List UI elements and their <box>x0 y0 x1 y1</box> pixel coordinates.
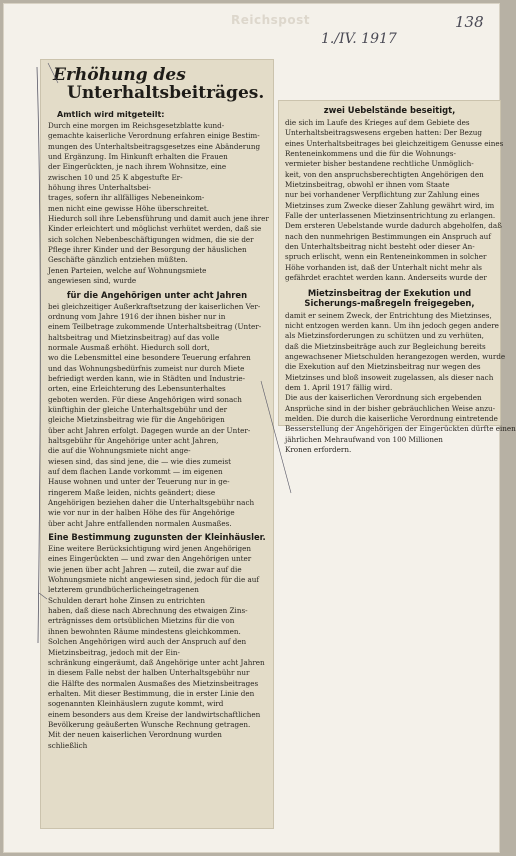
text-line: Kronen erfordern. <box>285 444 352 454</box>
text-line: Bevölkerung geäußerten Wunsche Rechnung getragen. <box>48 719 251 729</box>
archive-sheet <box>3 3 516 853</box>
text-line: die sich im Laufe des Krieges auf dem Gebiete des <box>285 118 470 127</box>
text-line: Unterhaltsbeitragswesens ergeben hatten: Der Bezug <box>285 128 482 138</box>
text-line: wo die Lebensmittel eine besondere Teuerung erfahren <box>48 353 251 363</box>
text-line: men nicht eine gewisse Höhe überschreitet. <box>48 203 210 213</box>
text-line: wiesen sind, das sind jene, die — wie dies zumeist <box>48 456 232 466</box>
text-line: die Exekution auf den Mietzinsbeitrag nur wegen des <box>285 362 481 372</box>
text-line: Jenen Parteien, welche auf Wohnungsmiete <box>48 265 207 275</box>
text-line: bei gleichzeitiger Außerkraftsetzung der kaiserlichen Ver- <box>48 301 261 311</box>
text-line: ringerem Maße leiden, nichts geändert; diese <box>48 487 216 497</box>
clipping-continuation <box>279 101 516 454</box>
text-line: zwischen 10 und 25 K abgestufte Er- <box>48 172 183 182</box>
text-line: Eine weitere Berücksichtigung wird jenen Angehörigen <box>48 544 251 554</box>
text-line: höhung ihres Unterhaltsbei- <box>48 183 151 193</box>
text-line: wie vor nur in der halben Höhe des für Angehörige <box>48 508 235 518</box>
article-title-line-1: Erhöhung des <box>53 65 186 85</box>
continuation-sections <box>279 105 516 455</box>
text-line: als Mietzinsforderungen zu schützen und zu verhüten, <box>285 331 484 341</box>
text-line: Mietzinsbeitrag, jedoch mit der Ein- <box>48 647 180 657</box>
text-line: Ansprüche sind in der bisher gebräuchlichen Weise anzu- <box>285 403 496 413</box>
article-sections <box>41 290 273 751</box>
text-line: angewachsener Mietschulden herangezogen werden, wurde <box>285 351 506 361</box>
handwritten-page-number: 138 <box>455 13 484 31</box>
text-line: über acht Jahre entfallenden normalen Ausmaßes. <box>48 518 232 528</box>
text-line: der Eingerückten, je nach ihrem Wohnsitze, eine <box>48 162 227 172</box>
text-line: schränkung eingeräumt, daß Angehörige unter acht Jahren <box>48 657 265 667</box>
text-line: haben, daß diese nach Abrechnung des etwaigen Zins- <box>48 606 248 616</box>
section-heading: Eine Bestimmung zugunsten der Kleinhäusler. <box>48 532 266 543</box>
text-line: Pflege ihrer Kinder und der Besorgung der häuslichen <box>48 245 247 255</box>
text-line: gefährdet erachtet werden kann. Anderseits wurde der <box>285 273 487 283</box>
text-line: Mietzinsbeitrag, obwohl er ihnen vom Staate <box>285 180 450 190</box>
text-line: Hause wohnen und unter der Teuerung nur in ge- <box>48 477 230 487</box>
text-line: normale Ausmaß erhöht. Hiedurch soll dort, <box>48 342 210 352</box>
pencil-margin-line <box>37 67 40 643</box>
text-line: Renteneinkommens und die für die Wohnungs- <box>285 149 456 159</box>
text-line: die auf die Wohnungsmiete nicht ange- <box>48 446 191 456</box>
text-line: Falle der unterlassenen Mietzinsentrichtung zu erlangen. <box>285 211 496 221</box>
text-line: trages, sofern ihr allfälliges Nebeneinkom- <box>48 193 205 203</box>
text-line: sich solchen Nebenbeschäftigungen widmen, die sie der <box>48 234 254 244</box>
text-line: eines Eingerückten — und zwar den Angehörigen unter <box>48 554 252 564</box>
article-title <box>53 66 265 102</box>
text-line: damit er seinem Zweck, der Entrichtung des Mietzinses, <box>285 310 492 320</box>
text-line: jährlichen Mehraufwand von 100 Millionen <box>285 434 443 444</box>
text-line: letzterem grundbücherlicheingetragenen <box>48 585 199 595</box>
text-line: wie jenen über acht Jahren — zuteil, die zwar auf die <box>48 564 242 574</box>
text-line: nicht entzogen werden kann. Um ihn jedoch gegen andere <box>285 320 499 330</box>
text-line: auf dem flachen Lande vorkommt — im eigenen <box>48 467 223 476</box>
text-line: daß die Mietzinsbeiträge auch zur Begleichung bereits <box>285 341 486 351</box>
text-line: befriedigt werden kann, wie in Städten und Industrie- <box>48 373 246 383</box>
text-line: Geschäfte gänzlich entziehen müßten. <box>48 255 188 265</box>
section-body <box>48 302 268 530</box>
text-line: Besserstellung der Angehörigen der Eingerückten dürfte einen <box>285 424 516 434</box>
newspaper-stamp: Reichspost <box>231 13 311 27</box>
text-line: schließlich <box>48 740 88 750</box>
text-line: geboten werden. Für diese Angehörigen wird sonach <box>48 394 242 404</box>
handwritten-date: 1./IV. 1917 <box>321 31 397 47</box>
text-line: orten, eine Erleichterung des Lebensunterhaltes <box>48 384 226 394</box>
section-body <box>48 544 268 751</box>
article-lead: Amtlich wird mitgeteilt: <box>57 110 165 119</box>
text-line: Wohnungsmiete nicht angewiesen sind, jedoch für die auf <box>48 575 260 585</box>
text-line: eines Unterhaltsbeitrages bei gleichzeitigem Genusse eines <box>285 138 504 148</box>
text-line: Dem ersteren Uebelstande wurde dadurch abgeholfen, daß <box>285 221 502 231</box>
text-line: über acht Jahren erfolgt. Dagegen wurde an der Unter- <box>48 425 251 435</box>
section-heading: für die Angehörigen unter acht Jahren <box>66 289 248 300</box>
text-line: Angehörigen beziehen daher die Unterhaltsgebühr nach <box>48 498 255 508</box>
text-line: Hiedurch soll ihre Lebensführung und damit auch jene ihrer <box>48 214 269 224</box>
text-line: sogenannten Kleinhäuslern zugute kommt, wird <box>48 699 224 709</box>
section-body <box>285 310 516 456</box>
text-line: und Ergänzung. Im Hinkunft erhalten die Frauen <box>48 152 228 162</box>
text-line: dem 1. April 1917 fällig wird. <box>285 382 393 392</box>
article-title-line-2: Unterhaltsbeiträges. <box>67 83 265 103</box>
section-heading: zwei Uebelstände beseitigt, <box>323 105 456 115</box>
text-line: den Unterhaltsbeitrag nicht besteht oder dieser An- <box>285 242 475 252</box>
text-line: angewiesen sind, wurde <box>48 276 137 286</box>
text-line: Mit der neuen kaiserlichen Verordnung wurden <box>48 730 222 740</box>
text-line: und das Wohnungsbedürfnis zumeist nur durch Miete <box>48 363 245 373</box>
text-line: in diesem Falle nebst der halben Unterhaltsgebühr nur <box>48 668 250 678</box>
section-body <box>285 118 504 284</box>
text-line: mungen des Unterhaltsbeitragsgesetzes eine Abänderung <box>48 141 261 151</box>
text-line: Mietzinses zum Zwecke dieser Zahlung gewährt wird, im <box>285 200 495 210</box>
clipping-main <box>41 60 273 828</box>
text-line: ordnung vom Jahre 1916 der ihnen bisher nur in <box>48 311 226 321</box>
text-line: erhalten. Mit dieser Bestimmung, die in erster Linie den <box>48 688 255 698</box>
text-line: spruch erlischt, wenn ein Renteneinkommen in solcher <box>285 252 487 262</box>
text-line: nur bei vorhandener Verpflichtung zur Zahlung eines <box>285 190 480 200</box>
text-line: nach den nunmehrigen Bestimmungen ein Anspruch auf <box>285 231 491 241</box>
text-line: die Hälfte des normalen Ausmaßes des Mietzinsbeitrages <box>48 678 259 688</box>
text-line: Schulden derart hohe Zinsen zu entrichten <box>48 595 205 605</box>
text-line: Die aus der kaiserlichen Verordnung sich ergebenden <box>285 393 482 403</box>
section-heading: Mietzinsbeitrag der Exekution und Sicherungs-maßregeln freigegeben, <box>304 287 475 308</box>
text-line: einem besonders aus dem Kreise der landwirtschaftlichen <box>48 709 261 719</box>
text-line: Höhe vorhanden ist, daß der Unterhalt nicht mehr als <box>285 262 482 272</box>
text-line: Solchen Angehörigen wird auch der Anspruch auf den <box>48 637 247 647</box>
text-line: Kinder erleichtert und möglichst verhütet werden, daß sie <box>48 224 262 234</box>
article-intro <box>48 121 268 287</box>
text-line: melden. Die durch die kaiserliche Verordnung eintretende <box>285 413 498 423</box>
text-line: Mietzinses und bloß insoweit zugelassen, als dieser nach <box>285 372 494 382</box>
text-line: erträgnisses dem ortsüblichen Mietzins für die von <box>48 616 235 626</box>
text-line: einem Teilbetrage zukommende Unterhaltsbeitrag (Unter- <box>48 322 262 332</box>
text-line: ihnen bewohnten Räume mindestens gleichkommen. <box>48 626 241 636</box>
text-line: gemachte kaiserliche Verordnung erfahren einige Bestim- <box>48 131 260 141</box>
text-line: haltsgebühr für Angehörige unter acht Jahren, <box>48 435 219 445</box>
text-line: keit, von den anspruchsberechtigten Angehörigen den <box>285 169 484 179</box>
text-line: Durch eine morgen im Reichsgesetzblatte kund- <box>48 121 225 130</box>
text-line: vermieter bisher bestandene rechtliche Unmöglich- <box>285 159 474 169</box>
text-line: haltsbeitrag und Mietzinsbeitrag) auf das volle <box>48 332 220 342</box>
text-line: künftighin der gleiche Unterhaltsgebühr und der <box>48 404 228 414</box>
text-line: gleiche Mietzinsbeitrag wie für die Angehörigen <box>48 415 225 425</box>
